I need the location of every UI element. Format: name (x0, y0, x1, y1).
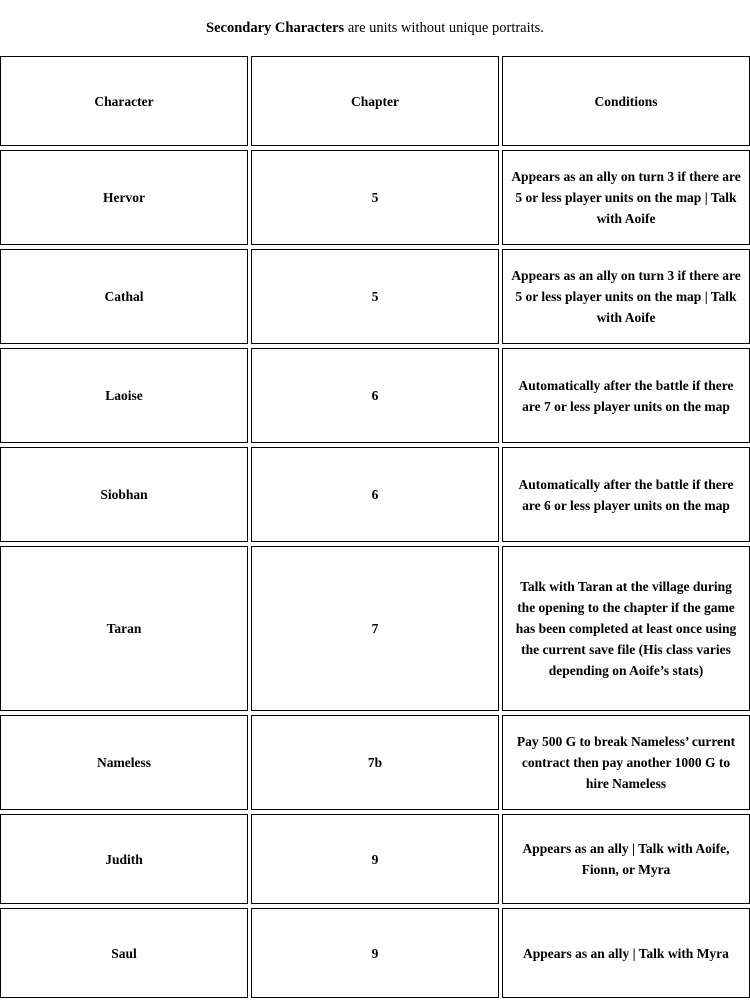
cell-chapter: 6 (251, 447, 499, 542)
cell-chapter: 9 (251, 908, 499, 998)
table-header-row (0, 56, 750, 146)
cell-chapter: 5 (251, 150, 499, 245)
table-row (0, 715, 750, 810)
cell-conditions: Automatically after the battle if there are 7 or less player units on the map (502, 348, 750, 443)
intro-text (0, 18, 750, 38)
cell-conditions: Automatically after the battle if there are 6 or less player units on the map (502, 447, 750, 542)
cell-conditions: Appears as an ally on turn 3 if there are 5 or less player units on the map | Talk with Aoife (502, 249, 750, 344)
cell-chapter: 9 (251, 814, 499, 904)
table-row (0, 150, 750, 245)
table-row (0, 908, 750, 998)
cell-chapter: 7 (251, 546, 499, 711)
cell-character: Taran (0, 546, 248, 711)
header-chapter: Chapter (251, 56, 499, 146)
cell-chapter: 5 (251, 249, 499, 344)
cell-chapter: 6 (251, 348, 499, 443)
cell-character: Nameless (0, 715, 248, 810)
header-conditions: Conditions (502, 56, 750, 146)
table-row (0, 814, 750, 904)
cell-conditions: Pay 500 G to break Nameless’ current contract then pay another 1000 G to hire Nameless (502, 715, 750, 810)
intro-bold: Secondary Characters (206, 20, 345, 36)
table-row (0, 249, 750, 344)
secondary-characters-table (0, 52, 750, 1002)
cell-character: Saul (0, 908, 248, 998)
cell-conditions: Appears as an ally on turn 3 if there are 5 or less player units on the map | Talk with Aoife (502, 150, 750, 245)
cell-character: Laoise (0, 348, 248, 443)
table-row (0, 447, 750, 542)
table-row (0, 348, 750, 443)
cell-conditions: Appears as an ally | Talk with Myra (502, 908, 750, 998)
cell-character: Siobhan (0, 447, 248, 542)
cell-character: Cathal (0, 249, 248, 344)
cell-conditions: Appears as an ally | Talk with Aoife, Fionn, or Myra (502, 814, 750, 904)
intro-rest: are units without unique portraits. (344, 20, 544, 36)
cell-conditions: Talk with Taran at the village during the opening to the chapter if the game has been completed at least once using the current save file (His class varies depending on Aoife’s stats) (502, 546, 750, 711)
cell-chapter: 7b (251, 715, 499, 810)
header-character: Character (0, 56, 248, 146)
cell-character: Hervor (0, 150, 248, 245)
table-row (0, 546, 750, 711)
cell-character: Judith (0, 814, 248, 904)
